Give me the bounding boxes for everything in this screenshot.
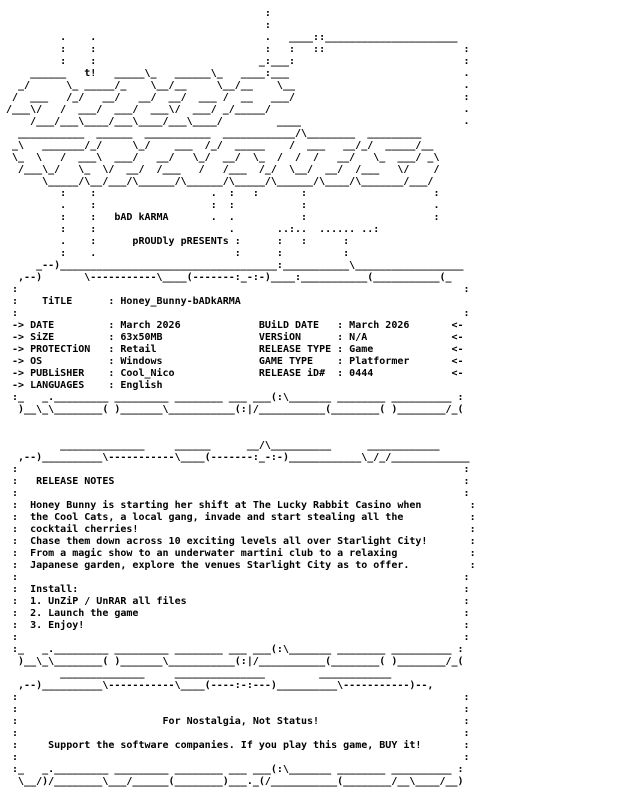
info-row-publisher: -> PUBLiSHER : Cool_Nico RELEASE iD# : 0444 <- [6,368,464,379]
tagline: : For Nostalgia, Not Status! : [6,716,470,727]
border-line: ______________ _______________ ____________ [6,668,392,679]
notes-text-line: : Japanese garden, explore the venues Starlight City as to offer. : [6,560,476,571]
notes-box-line: : : [6,488,470,499]
notes-box-line: : : [6,572,470,583]
install-step: : 1. UnZiP / UnRAR all files : [6,596,470,607]
nfo-line: . . . ____::______________________ [6,32,458,43]
notes-text-line: : cocktail cherries! : [6,524,476,535]
border-line: )__\_\________( )_______\___________(:|/___________(________( )________/_( [6,656,464,667]
notes-text-line: : Honey Bunny is starting her shift at The Lucky Rabbit Casino when : [6,500,476,511]
install-heading: : Install: : [6,584,470,595]
border-line: \__/)/________\___/______(________)___._(/___________(________/__\____/__) [6,776,464,787]
title-line: : TiTLE : Honey_Bunny-bADkARMA [6,296,470,307]
presents-line: . : pROUDly pRESENTs : : : : [6,236,350,247]
nfo-line: : [6,20,271,31]
nfo-line: : . : : : [6,248,350,259]
ascii-logo-line: \_____/\__/___/\______/\______/\_____/\______/\____/\_______/___/ [6,176,434,187]
nfo-line: : : . : : : : [6,188,440,199]
border-line: _--)____________________________________:___________\__________________ [6,260,464,271]
nfo-line: . : : : : . [6,200,440,211]
ascii-logo-line: _\ _______/_/ \_/ ___ /_/ _____ / ___ __/_/ _____/__ [6,140,434,151]
ascii-logo-line: /___\_/ \_ \/ __/ /___ / /___ /_/ \__/ __/ /___ \/ / [6,164,440,175]
footer-box-line: : : [6,752,470,763]
group-name-line: : : bAD kARMA . . : : [6,212,440,223]
info-row-size: -> SiZE : 63x50MB VERSiON : N/A <- [6,332,464,343]
ascii-logo-line: /___\/ / ___/ ___/ ___\/ ___/ _/_____/ . [6,104,470,115]
info-row-protection: -> PROTECTiON : Retail RELEASE TYPE : Game <- [6,344,464,355]
border-line: ,--) \-----------\____(-------:_-:-)____:___________(___________(_ [6,272,452,283]
footer-box-line: : : [6,704,470,715]
info-box-line: : : [6,284,470,295]
border-line: )__\_\________( )_______\___________(:|/___________(________( )________/_( [6,404,464,415]
border-line: :_ _._________ _________ ________ ___ ___(:\_______ ________ __________ : [6,392,464,403]
info-box-line: : : [6,308,470,319]
support-message: : Support the software companies. If you play this game, BUY it! : [6,740,470,751]
border-line: :_ _._________ _________ ________ ___ ___(:\_______ ________ __________ : [6,764,464,775]
nfo-line: : : . ..:.. ...... ..: [6,224,380,235]
ascii-logo-line: / ___ /_/ __/ __/ __/ ___ / __ ___/ : [6,92,470,103]
footer-box-line: : : [6,728,470,739]
nfo-line: : : _:___: : [6,56,470,67]
border-line: ______________ ______ __/\__________ ____________ [6,440,440,451]
nfo-line: : [6,8,271,19]
install-step: : 2. Launch the game : [6,608,470,619]
info-row-os: -> OS : Windows GAME TYPE : Platformer <- [6,356,464,367]
ascii-logo-line: \_ \ / ___\ ___/ __/ \_/ __/ \_ / / / __/ \_ ___/ _\ [6,152,440,163]
info-row-languages: -> LANGUAGES : English [6,380,464,391]
ascii-logo-line: ______ t! _____\_ ______\_ ____:___ . [6,68,470,79]
border-line: ,--)__________\-----------\____(-------:_-:-)____________\_/_/_____________ [6,452,470,463]
nfo-text-block [6,8,476,788]
notes-box-line: : : [6,632,470,643]
notes-box-line: : : [6,464,470,475]
info-row-date: -> DATE : March 2026 BUiLD DATE : March 2026 <- [6,320,464,331]
border-line: ,--)__________\-----------\____(----:-:---)__________\-----------)--, [6,680,434,691]
ascii-logo-line: /___/___\____/___\____/___\____/ ____ . [6,116,470,127]
footer-box-line: : : [6,692,470,703]
ascii-logo-line: _/ \_ _____/_ \__/__ \__/__ \__ . [6,80,470,91]
install-step: : 3. Enjoy! : [6,620,470,631]
notes-text-line: : Chase them down across 10 exciting levels all over Starlight City! : [6,536,476,547]
ascii-logo-line: ___________ ______ ___________ ____________/\________ _________ [6,128,422,139]
release-notes-heading: : RELEASE NOTES : [6,476,470,487]
notes-text-line: : From a magic show to an underwater martini club to a relaxing : [6,548,476,559]
notes-text-line: : the Cool Cats, a local gang, invade and start stealing all the : [6,512,476,523]
border-line: :_ _._________ _________ ________ ___ ___(:\_______ ________ __________ : [6,644,464,655]
nfo-line: : : : : :: : [6,44,470,55]
